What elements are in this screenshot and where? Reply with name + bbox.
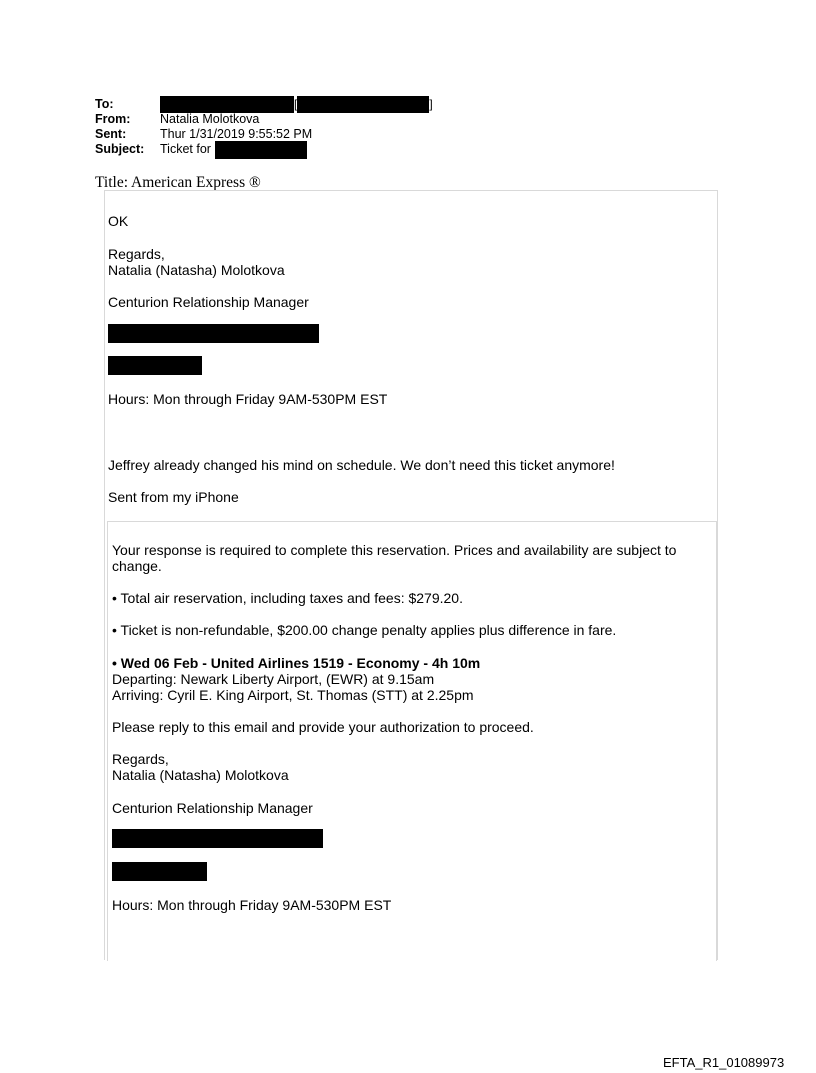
reply-hours: Hours: Mon through Friday 9AM-530PM EST <box>108 391 388 407</box>
to-bracket-close: ] <box>429 97 433 111</box>
reply-message: Jeffrey already changed his mind on schedule. We don’t need this ticket anymore! <box>108 457 615 473</box>
email-header <box>95 97 433 157</box>
to-label: To: <box>95 97 114 111</box>
message-body <box>104 190 718 960</box>
quoted-message <box>107 521 717 961</box>
title-line: Title: American Express ® <box>95 174 261 191</box>
reply-signature: Sent from my iPhone <box>108 489 239 505</box>
quoted-departing: Departing: Newark Liberty Airport, (EWR) at 9.15am <box>112 671 435 687</box>
quoted-sender-name: Natalia (Natasha) Molotkova <box>112 767 289 783</box>
quoted-regards: Regards, <box>112 751 169 767</box>
sent-value: Thur 1/31/2019 9:55:52 PM <box>160 127 313 141</box>
reply-sender-role: Centurion Relationship Manager <box>108 294 309 310</box>
subject-row <box>95 142 433 157</box>
to-row <box>95 97 433 112</box>
redaction-block <box>215 141 307 159</box>
from-label: From: <box>95 112 131 126</box>
redaction-block <box>160 96 294 113</box>
redaction-block <box>108 324 319 343</box>
reply-regards: Regards, <box>108 246 165 262</box>
reply-sender-name: Natalia (Natasha) Molotkova <box>108 262 285 278</box>
from-row <box>95 112 433 127</box>
sent-label: Sent: <box>95 127 127 141</box>
quoted-arriving: Arriving: Cyril E. King Airport, St. Thomas (STT) at 2.25pm <box>112 687 474 703</box>
quoted-hours: Hours: Mon through Friday 9AM-530PM EST <box>112 897 392 913</box>
quoted-bullet-refund: • Ticket is non-refundable, $200.00 change penalty applies plus difference in fare. <box>112 622 617 638</box>
to-bracket-open: [ <box>294 97 298 111</box>
quoted-intro: Your response is required to complete this reservation. Prices and availability are subject to change. <box>112 542 677 574</box>
redaction-block <box>297 96 429 113</box>
quoted-bullet-total: • Total air reservation, including taxes and fees: $279.20. <box>112 590 463 606</box>
quoted-flight-title: • Wed 06 Feb - United Airlines 1519 - Economy - 4h 10m <box>112 655 481 671</box>
redaction-block <box>112 862 207 881</box>
reply-ok: OK <box>108 213 129 229</box>
redaction-block <box>108 356 202 375</box>
subject-value: Ticket for <box>160 142 211 156</box>
from-value: Natalia Molotkova <box>160 112 260 126</box>
quoted-sender-role: Centurion Relationship Manager <box>112 800 313 816</box>
document-id: EFTA_R1_01089973 <box>663 1055 785 1070</box>
quoted-reply-request: Please reply to this email and provide your authorization to proceed. <box>112 719 534 735</box>
redaction-block <box>112 829 323 848</box>
subject-label: Subject: <box>95 142 145 156</box>
